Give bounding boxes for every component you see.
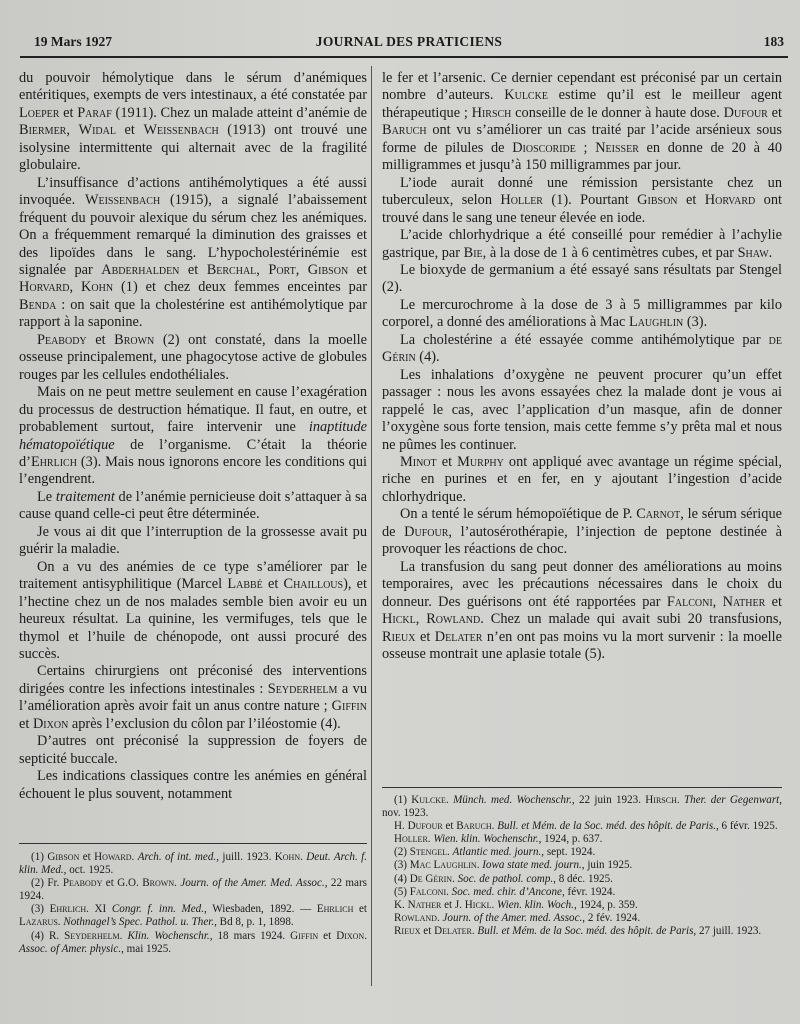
left-column	[19, 70, 367, 803]
paragraph: Le bioxyde de germanium a été essayé sans résultats par Stengel (2).	[382, 261, 782, 296]
page-number: 183	[763, 34, 784, 49]
footnote: (3) Mac Laughlin. Iowa state med. journ., juin 1925.	[394, 859, 633, 872]
paragraph: L’iode aurait donné une rémission persistante chez un tuberculeux, selon Holler (1). Pourtant Gibson et Horvard ont trouvé dans le sang une teneur élevée en iode.	[382, 174, 782, 226]
journal-title: JOURNAL DES PRATICIENS	[315, 34, 503, 49]
footnote: Rieux et Delater. Bull. et Mém. de la Soc. méd. des hôpit. de Paris, 27 juill. 1923.	[394, 924, 762, 937]
footnote: K. Nather et J. Hickl. Wien. klin. Woch., 1924, p. 359.	[394, 898, 638, 911]
column-divider	[371, 66, 372, 986]
paragraph: La transfusion du sang peut donner des améliorations au moins temporaires, avec les précautions nécessaires dans le choix du donneur. Des guérisons ont été rapportées par Falconi, Nather et Hickl, Rowland. Chez un malade qui avait subi 20 transfusions, Rieux et Delater n’en ont pas moins vu la mort survenir : la moelle osseuse montrait une aplasie totale (5).	[382, 558, 782, 662]
page-header	[34, 34, 784, 56]
paragraph: L’acide chlorhydrique a été conseillé pour remédier à l’achylie gastrique, par Bie, à la dose de 1 à 6 centimètres cubes, et par Shaw.	[382, 227, 782, 261]
paragraph: Les indications classiques contre les anémies en général échouent le plus souvent, notamment	[19, 768, 367, 802]
footnote: (4) R. Seyderhelm. Klin. Wochenschr., 18 mars 1924. Giffin et Dixon. Assoc. of Amer. physic., mai 1925.	[19, 929, 367, 955]
header-rule	[20, 56, 788, 58]
footnote: (1) Kulcke. Münch. med. Wochenschr., 22 juin 1923. Hirsch. Ther. der Gegenwart, nov. 1923.	[382, 794, 783, 820]
paragraph: Peabody et Brown (2) ont constaté, dans la moelle osseuse principalement, une phagocytose active de globules rouges par les cellules endothéliales.	[19, 331, 368, 383]
paragraph: Le mercurochrome à la dose de 3 à 5 milligrammes par kilo corporel, a donné des améliorations à Mac Laughlin (3).	[382, 296, 782, 331]
footnote: (1) Gibson et Howard. Arch. of int. med., juill. 1923. Kohn. Deut. Arch. f. klin. Med., oct. 1925.	[19, 851, 367, 877]
paragraph: D’autres ont préconisé la suppression de foyers de septicité buccale.	[19, 733, 367, 767]
footnote: (5) Falconi. Soc. med. chir. d’Ancone, févr. 1924.	[394, 885, 616, 898]
paragraph: Les inhalations d’oxygène ne peuvent procurer qu’un effet passager : nous les avons essayées chez la malade dont je vous ai rappelé le cas, avec l’application d’un masque, afin de donner l’oxygène sous forte tension, mais cette femme s’y prêta mal et nous ne pûmes les continuer.	[382, 366, 782, 453]
footnote: Holler. Wien. klin. Wochenschr., 1924, p. 637.	[394, 833, 603, 846]
paragraph: On a tenté le sérum hémopoïétique de P. Carnot, le sérum sérique de Dufour, l’autosérothérapie, l’injection de peptone destinée à provoquer les réactions de choc.	[382, 506, 783, 558]
paragraph: le fer et l’arsenic. Ce dernier cependant est préconisé par un certain nombre d’auteurs. Kulcke estime qu’il est le meilleur agent thérapeutique ; Hirsch conseille de le donner à haute dose. Dufour et Baruch ont vu s’améliorer un cas traité par l’acide arsénieux sous forme de pilules de Dioscoride ; Neisser en donne de 20 à 40 milligrammes et jusqu’à 150 milligrammes par jour.	[382, 70, 782, 174]
paragraph: On a vu des anémies de ce type s’améliorer par le traitement antisyphilitique (Marcel Labbé et Chaillous), et l’hectine chez un de nos malades semble bien avoir eu un heureux résultat. La quinine, les vermifuges, tels que le thymol et l’huile de chénopode, ont aussi procuré des succès.	[19, 558, 367, 662]
paragraph: Minot et Murphy ont appliqué avec avantage un régime spécial, riche en purines et en fer, en y ajoutant l’ingestion d’acide chlorhydrique.	[382, 453, 782, 505]
left-footnotes	[19, 851, 367, 956]
paragraph: Mais on ne peut mettre seulement en cause l’exagération du processus de destruction hématique. Il faut, en outre, et probablement surtout, faire intervenir une inaptitude hématopoïétique de l’organisme. C’était la théorie d’Ehrlich (3). Mais nous ignorons encore les conditions qui l’engendrent.	[19, 384, 367, 488]
paragraph: Je vous ai dit que l’interruption de la grossesse avait pu guérir la maladie.	[19, 523, 367, 558]
right-column	[382, 70, 782, 663]
issue-date: 19 Mars 1927	[34, 34, 112, 49]
paragraph: Certains chirurgiens ont préconisé des interventions dirigées contre les infections intestinales : Seyderhelm a vu l’amélioration après avoir fait un anus contre nature ; Giffin et Dixon après l’exclusion du côlon par l’iléostomie (4).	[19, 663, 367, 732]
paragraph: La cholestérine a été essayée comme antihémolytique par de Gérin (4).	[382, 331, 782, 366]
footnote: (3) Ehrlich. XI Congr. f. inn. Med., Wiesbaden, 1892. — Ehrlich et Lazarus. Nothnagel’s Spec. Pathol. u. Ther., Bd 8, p. 1, 1898.	[19, 903, 368, 929]
paragraph: du pouvoir hémolytique dans le sérum d’anémiques entéritiques, exempts de vers intestinaux, a été constatée par Loeper et Paraf (1911). Chez un malade atteint d’anémie de Biermer, Widal et Weissenbach (1913) ont trouvé une isolysine intermittente qui alternait avec de la fragilité globulaire.	[19, 70, 367, 174]
footnote: H. Dufour et Baruch. Bull. et Mém. de la Soc. méd. des hôpit. de Paris., 6 févr. 1925.	[394, 820, 778, 833]
paragraph: Le traitement de l’anémie pernicieuse doit s’attaquer à sa cause quand celle-ci peut être déterminée.	[19, 488, 367, 523]
right-footnotes	[382, 794, 782, 938]
left-footnote-rule	[19, 843, 367, 844]
right-footnote-rule	[382, 787, 782, 788]
footnote: (2) Stengel. Atlantic med. journ., sept. 1924.	[394, 846, 596, 859]
footnote: Rowland. Journ. of the Amer. med. Assoc., 2 fév. 1924.	[394, 911, 641, 924]
footnote: (2) Fr. Peabody et G.O. Brown. Journ. of the Amer. Med. Assoc., 22 mars 1924.	[19, 877, 367, 903]
footnote: (4) De Gérin. Soc. de pathol. comp., 8 déc. 1925.	[394, 872, 613, 885]
paragraph: L’insuffisance d’actions antihémolytiques a été aussi invoquée. Weissenbach (1915), a signalé l’abaissement fréquent du pouvoir alexique du sérum chez les anémiques. On a fréquemment remarqué la diminution des graisses et des lipoïdes dans le sang. L’hypocholestérinémie est signalée par Abderhalden et Berchal, Port, Gibson et Horvard, Kohn (1) et chez deux femmes enceintes par Benda : on sait que la cholestérine est antihémolytique par rapport à la saponine.	[19, 174, 368, 331]
